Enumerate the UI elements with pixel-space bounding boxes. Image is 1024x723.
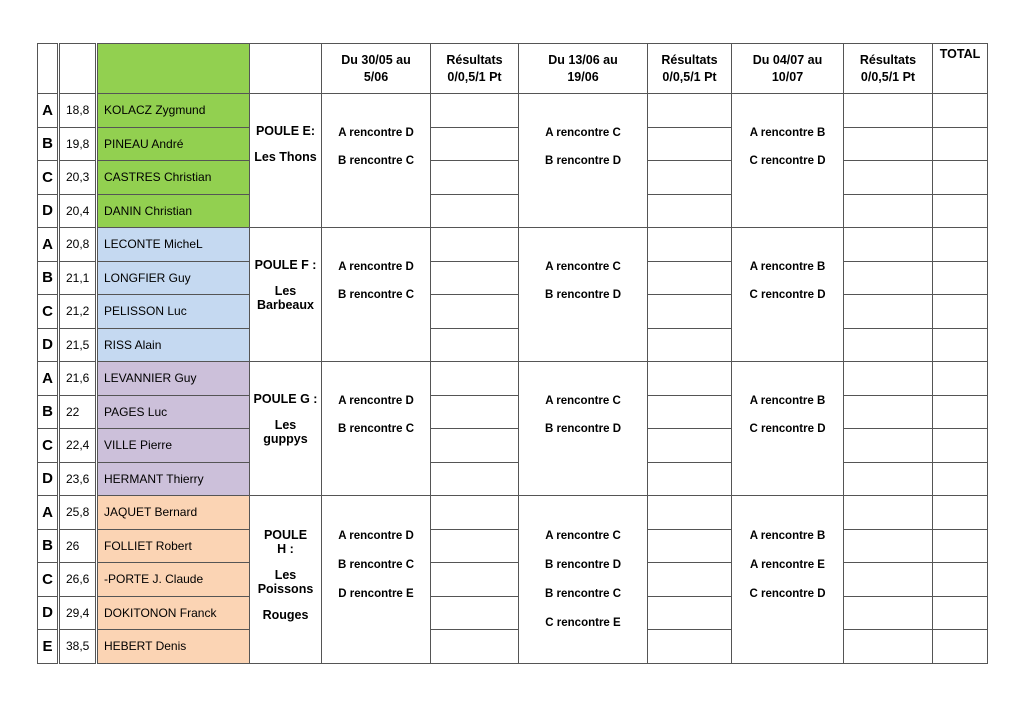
player-handicap: 23,6 xyxy=(59,462,97,496)
result-cell-2[interactable] xyxy=(648,529,732,563)
header-row xyxy=(38,44,988,94)
result-cell-3[interactable] xyxy=(844,328,933,362)
match-item: A rencontre D xyxy=(338,395,414,407)
poule-name: Les xyxy=(274,418,297,432)
player-handicap: 21,5 xyxy=(59,328,97,362)
match-item: A rencontre C xyxy=(545,127,621,139)
result-cell-1[interactable] xyxy=(431,328,519,362)
player-name: HERMANT Thierry xyxy=(97,462,250,496)
result-cell-3[interactable] xyxy=(844,362,933,396)
player-name: CASTRES Christian xyxy=(97,161,250,195)
player-handicap: 20,4 xyxy=(59,194,97,228)
result-cell-1[interactable] xyxy=(431,563,519,597)
player-row xyxy=(38,194,988,228)
result-cell-1[interactable] xyxy=(431,429,519,463)
player-letter: B xyxy=(38,261,59,295)
total-cell[interactable] xyxy=(933,596,988,630)
total-cell[interactable] xyxy=(933,362,988,396)
player-handicap: 18,8 xyxy=(59,94,97,128)
match-item: C rencontre D xyxy=(749,423,826,435)
match-item: D rencontre E xyxy=(338,588,414,600)
match-item: A rencontre B xyxy=(749,127,826,139)
result-cell-3[interactable] xyxy=(844,563,933,597)
poule-h-label xyxy=(250,496,322,664)
poule-name: Poissons xyxy=(257,582,314,596)
result-cell-1[interactable] xyxy=(431,362,519,396)
player-row xyxy=(38,630,988,664)
match-item: A rencontre E xyxy=(750,559,825,571)
matches-period-3 xyxy=(732,94,844,228)
result-cell-3[interactable] xyxy=(844,596,933,630)
player-name: LECONTE MicheL xyxy=(97,228,250,262)
player-name: PINEAU André xyxy=(97,127,250,161)
total-cell[interactable] xyxy=(933,295,988,329)
player-row xyxy=(38,295,988,329)
result-cell-3[interactable] xyxy=(844,94,933,128)
result-cell-3[interactable] xyxy=(844,496,933,530)
total-cell[interactable] xyxy=(933,94,988,128)
player-letter: A xyxy=(38,496,59,530)
result-cell-2[interactable] xyxy=(648,261,732,295)
total-cell[interactable] xyxy=(933,228,988,262)
header-period-1: Du 30/05 au 5/06 xyxy=(322,44,431,94)
header-period-2: Du 13/06 au 19/06 xyxy=(519,44,648,94)
match-item: A rencontre C xyxy=(545,530,621,542)
player-handicap: 25,8 xyxy=(59,496,97,530)
player-letter: A xyxy=(38,94,59,128)
result-cell-2[interactable] xyxy=(648,429,732,463)
matches-period-2 xyxy=(519,94,648,228)
result-cell-2[interactable] xyxy=(648,228,732,262)
player-letter: A xyxy=(38,228,59,262)
player-letter: D xyxy=(38,462,59,496)
header-results-2: Résultats 0/0,5/1 Pt xyxy=(648,44,732,94)
player-row xyxy=(38,161,988,195)
poule-e-label xyxy=(250,94,322,228)
total-cell[interactable] xyxy=(933,328,988,362)
poule-title: POULE F : xyxy=(254,258,317,272)
result-cell-1[interactable] xyxy=(431,94,519,128)
player-name: RISS Alain xyxy=(97,328,250,362)
result-cell-2[interactable] xyxy=(648,496,732,530)
match-item: A rencontre C xyxy=(545,261,621,273)
poule-title: POULE xyxy=(263,528,308,542)
match-item: B rencontre D xyxy=(544,155,622,167)
matches-period-1 xyxy=(322,496,431,664)
matches-period-2 xyxy=(519,362,648,496)
result-cell-2[interactable] xyxy=(648,94,732,128)
result-cell-2[interactable] xyxy=(648,630,732,664)
total-cell[interactable] xyxy=(933,630,988,664)
result-cell-1[interactable] xyxy=(431,261,519,295)
result-cell-2[interactable] xyxy=(648,328,732,362)
total-cell[interactable] xyxy=(933,429,988,463)
player-name: -PORTE J. Claude xyxy=(97,563,250,597)
player-name: JAQUET Bernard xyxy=(97,496,250,530)
player-name: FOLLIET Robert xyxy=(97,529,250,563)
match-item: B rencontre D xyxy=(544,423,622,435)
result-cell-3[interactable] xyxy=(844,529,933,563)
matches-period-1 xyxy=(322,228,431,362)
header-poule-cell xyxy=(250,44,322,94)
total-cell[interactable] xyxy=(933,161,988,195)
result-cell-1[interactable] xyxy=(431,127,519,161)
matches-period-1 xyxy=(322,94,431,228)
player-row xyxy=(38,462,988,496)
result-cell-2[interactable] xyxy=(648,362,732,396)
header-total: TOTAL xyxy=(933,44,988,94)
player-name: LONGFIER Guy xyxy=(97,261,250,295)
player-letter: B xyxy=(38,529,59,563)
poule-title: H : xyxy=(277,542,294,556)
match-item: A rencontre D xyxy=(338,261,414,273)
player-handicap: 29,4 xyxy=(59,596,97,630)
match-item: C rencontre D xyxy=(749,155,826,167)
result-cell-1[interactable] xyxy=(431,596,519,630)
total-cell[interactable] xyxy=(933,395,988,429)
player-name: LEVANNIER Guy xyxy=(97,362,250,396)
player-letter: C xyxy=(38,429,59,463)
poule-spacer xyxy=(250,556,321,568)
poule-g-label xyxy=(250,362,322,496)
player-letter: D xyxy=(38,328,59,362)
header-results-3: Résultats 0/0,5/1 Pt xyxy=(844,44,933,94)
player-row xyxy=(38,362,988,396)
result-cell-3[interactable] xyxy=(844,228,933,262)
player-letter: D xyxy=(38,194,59,228)
matches-period-1 xyxy=(322,362,431,496)
player-handicap: 21,1 xyxy=(59,261,97,295)
player-handicap: 19,8 xyxy=(59,127,97,161)
match-item: B rencontre D xyxy=(544,559,622,571)
total-cell[interactable] xyxy=(933,462,988,496)
player-row xyxy=(38,261,988,295)
player-letter: B xyxy=(38,127,59,161)
player-name: PELISSON Luc xyxy=(97,295,250,329)
header-letter-cell xyxy=(38,44,59,94)
match-item: A rencontre B xyxy=(749,530,826,542)
match-item: C rencontre D xyxy=(749,289,826,301)
player-row xyxy=(38,529,988,563)
player-letter: C xyxy=(38,563,59,597)
poule-name: Barbeaux xyxy=(257,298,314,312)
result-cell-2[interactable] xyxy=(648,161,732,195)
player-letter: C xyxy=(38,161,59,195)
player-letter: B xyxy=(38,395,59,429)
matches-period-3 xyxy=(732,362,844,496)
match-item: B rencontre D xyxy=(544,289,622,301)
total-cell[interactable] xyxy=(933,563,988,597)
player-handicap: 26,6 xyxy=(59,563,97,597)
total-cell[interactable] xyxy=(933,496,988,530)
poule-title: POULE E: xyxy=(255,124,316,138)
match-item: B rencontre C xyxy=(337,559,415,571)
player-row xyxy=(38,395,988,429)
match-item: B rencontre C xyxy=(337,289,415,301)
poule-name: Les xyxy=(274,284,297,298)
player-row xyxy=(38,563,988,597)
result-cell-3[interactable] xyxy=(844,462,933,496)
poule-f-label xyxy=(250,228,322,362)
match-item: B rencontre C xyxy=(337,155,415,167)
total-cell[interactable] xyxy=(933,194,988,228)
result-cell-3[interactable] xyxy=(844,127,933,161)
player-name: PAGES Luc xyxy=(97,395,250,429)
match-item: A rencontre D xyxy=(338,530,414,542)
player-row xyxy=(38,328,988,362)
result-cell-3[interactable] xyxy=(844,161,933,195)
matches-period-2 xyxy=(519,228,648,362)
result-cell-3[interactable] xyxy=(844,395,933,429)
player-row xyxy=(38,228,988,262)
total-cell[interactable] xyxy=(933,529,988,563)
result-cell-2[interactable] xyxy=(648,395,732,429)
result-cell-1[interactable] xyxy=(431,529,519,563)
matches-period-3 xyxy=(732,228,844,362)
player-handicap: 21,6 xyxy=(59,362,97,396)
player-row xyxy=(38,596,988,630)
pool-schedule-table xyxy=(37,43,988,664)
poule-name: Les Thons xyxy=(254,150,317,164)
player-name: VILLE Pierre xyxy=(97,429,250,463)
match-item: C rencontre E xyxy=(545,617,621,629)
player-handicap: 20,8 xyxy=(59,228,97,262)
result-cell-3[interactable] xyxy=(844,429,933,463)
player-handicap: 22,4 xyxy=(59,429,97,463)
poule-name: guppys xyxy=(263,432,308,446)
player-handicap: 22 xyxy=(59,395,97,429)
player-letter: A xyxy=(38,362,59,396)
player-handicap: 21,2 xyxy=(59,295,97,329)
match-item: A rencontre D xyxy=(338,127,414,139)
match-item: B rencontre C xyxy=(544,588,622,600)
result-cell-3[interactable] xyxy=(844,295,933,329)
player-row xyxy=(38,496,988,530)
player-handicap: 38,5 xyxy=(59,630,97,664)
player-row xyxy=(38,429,988,463)
result-cell-2[interactable] xyxy=(648,127,732,161)
match-item: C rencontre D xyxy=(749,588,826,600)
poule-spacer xyxy=(250,406,321,418)
player-name: HEBERT Denis xyxy=(97,630,250,664)
poule-name: Rouges xyxy=(262,608,309,622)
result-cell-1[interactable] xyxy=(431,496,519,530)
header-name-cell xyxy=(97,44,250,94)
result-cell-3[interactable] xyxy=(844,261,933,295)
match-item: B rencontre C xyxy=(337,423,415,435)
result-cell-1[interactable] xyxy=(431,161,519,195)
result-cell-1[interactable] xyxy=(431,462,519,496)
result-cell-2[interactable] xyxy=(648,295,732,329)
result-cell-2[interactable] xyxy=(648,596,732,630)
player-handicap: 20,3 xyxy=(59,161,97,195)
result-cell-2[interactable] xyxy=(648,563,732,597)
result-cell-2[interactable] xyxy=(648,194,732,228)
result-cell-1[interactable] xyxy=(431,228,519,262)
poule-name: Les xyxy=(274,568,297,582)
header-results-1: Résultats 0/0,5/1 Pt xyxy=(431,44,519,94)
result-cell-2[interactable] xyxy=(648,462,732,496)
result-cell-3[interactable] xyxy=(844,194,933,228)
player-row xyxy=(38,127,988,161)
matches-period-2 xyxy=(519,496,648,664)
player-name: KOLACZ Zygmund xyxy=(97,94,250,128)
player-handicap: 26 xyxy=(59,529,97,563)
poule-spacer xyxy=(250,138,321,150)
result-cell-1[interactable] xyxy=(431,194,519,228)
player-name: DANIN Christian xyxy=(97,194,250,228)
total-cell[interactable] xyxy=(933,261,988,295)
player-letter: D xyxy=(38,596,59,630)
player-row xyxy=(38,94,988,128)
poule-spacer xyxy=(250,272,321,284)
match-item: A rencontre B xyxy=(749,395,826,407)
result-cell-1[interactable] xyxy=(431,395,519,429)
result-cell-3[interactable] xyxy=(844,630,933,664)
result-cell-1[interactable] xyxy=(431,295,519,329)
player-letter: E xyxy=(38,630,59,664)
header-period-3: Du 04/07 au 10/07 xyxy=(732,44,844,94)
matches-period-3 xyxy=(732,496,844,664)
player-name: DOKITONON Franck xyxy=(97,596,250,630)
header-handicap-cell xyxy=(59,44,97,94)
poule-title: POULE G : xyxy=(253,392,318,406)
player-letter: C xyxy=(38,295,59,329)
match-item: A rencontre C xyxy=(545,395,621,407)
match-item: A rencontre B xyxy=(749,261,826,273)
total-cell[interactable] xyxy=(933,127,988,161)
result-cell-1[interactable] xyxy=(431,630,519,664)
